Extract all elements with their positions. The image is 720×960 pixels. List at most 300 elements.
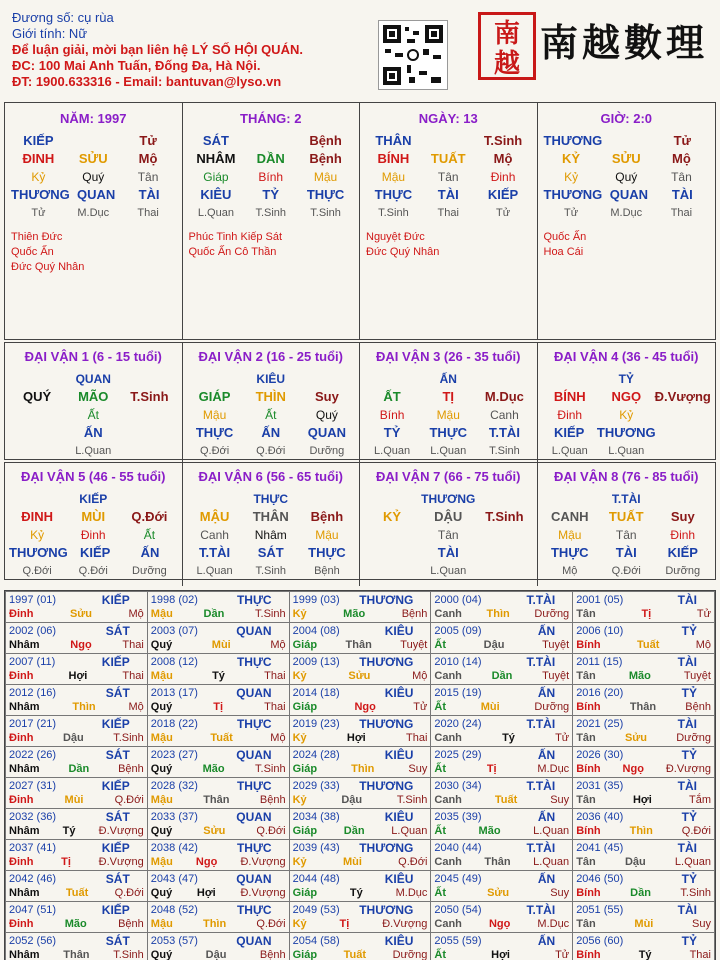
dai-van-stage-row-cell: Q.Đới [256, 445, 286, 457]
year-branch: Dần [630, 887, 651, 899]
dai-van-hidden-row [542, 526, 712, 544]
year-cell [147, 840, 289, 871]
dai-van-hidden-row-cell: Tân [615, 528, 637, 542]
year-stage: Mộ [128, 701, 144, 713]
year-god: KIẾP [101, 903, 130, 917]
year-god: SÁT [105, 686, 130, 700]
year-god: T.TÀI [526, 655, 556, 669]
dai-van-hidden-row-cell: Bính [379, 408, 405, 422]
year-label: 2013 (17) [150, 687, 198, 699]
dai-van-stage-row-cell: Dưỡng [309, 445, 345, 457]
qr-code [378, 20, 448, 90]
year-cell [573, 747, 715, 778]
pillar-stage-row [544, 204, 710, 222]
year-cell-top [9, 872, 144, 886]
pillar-god-row-cell: Tử [673, 133, 691, 148]
year-cell-bottom [9, 700, 144, 714]
year-label: 2022 (26) [9, 749, 57, 761]
year-cell-top [293, 779, 428, 793]
year-cell-top [151, 810, 286, 824]
year-cell [289, 685, 431, 716]
dai-van-row-1 [4, 342, 716, 460]
year-label: 2037 (41) [9, 842, 57, 854]
year-cell-top [576, 717, 711, 731]
year-cell-top [434, 624, 569, 638]
year-stem: Tân [576, 732, 596, 744]
year-label: 2054 (58) [292, 935, 340, 947]
year-cell-bottom [293, 762, 428, 776]
year-god: TỶ [681, 810, 697, 824]
year-stage: Thai [264, 701, 286, 713]
year-god: THỰC [236, 593, 272, 607]
year-label: 2047 (51) [9, 904, 57, 916]
year-label: 2034 (38) [292, 811, 340, 823]
pillar-hidden-god-row-cell: TÀI [138, 187, 160, 202]
year-cell [6, 623, 148, 654]
year-cell-top [293, 686, 428, 700]
year-cell-bottom [576, 607, 711, 621]
year-god: ẤN [537, 934, 556, 948]
year-branch: Dậu [341, 794, 363, 806]
year-cell [573, 654, 715, 685]
dai-van-hidden-god-row-cell: QUAN [307, 425, 347, 440]
year-stage: Đ.Vượng [98, 825, 144, 837]
year-stem: Quý [150, 949, 173, 960]
year-cell [431, 902, 573, 933]
pillar-god-row-cell: THÂN [375, 133, 412, 148]
pillar-hidden-god-row [11, 186, 176, 204]
dai-van-stem-row-cell: Bệnh [310, 509, 344, 524]
dai-van-column [538, 463, 716, 586]
year-cell [6, 592, 148, 623]
year-branch: Mão [628, 670, 651, 682]
dai-van-hidden-god-row [187, 424, 356, 442]
year-cell-bottom [151, 638, 286, 652]
year-cell-bottom [434, 886, 569, 900]
year-stem: Bính [576, 949, 601, 960]
year-branch: Dần [343, 825, 365, 837]
dai-van-hidden-god-row-cell: THƯƠNG [9, 545, 68, 560]
year-cell-top [9, 593, 144, 607]
year-row [6, 592, 715, 623]
pillar-stem-row-cell: Mộ [493, 151, 513, 166]
year-god: KIẾP [101, 779, 130, 793]
dai-van-stage-row [187, 562, 356, 580]
pillar-hidden-god-row [544, 186, 710, 204]
year-label: 2045 (49) [434, 873, 482, 885]
year-label: 2050 (54) [434, 904, 482, 916]
year-label: 2020 (24) [434, 718, 482, 730]
pillar-title: NGÀY: 13 [418, 111, 478, 126]
year-stem: Giáp [292, 949, 318, 960]
pillar-column [183, 103, 361, 339]
year-stem: Mậu [150, 794, 173, 806]
dai-van-hidden-god-row [9, 424, 178, 442]
dai-van-hidden-god-row-cell [656, 424, 711, 442]
year-branch: Ngọ [70, 639, 92, 651]
pillar-column [360, 103, 538, 339]
year-branch: Dậu [483, 639, 505, 651]
dai-van-stage-row-cell [476, 562, 532, 580]
year-god: TỶ [681, 686, 697, 700]
year-stem: Mậu [150, 670, 173, 682]
year-label: 2035 (39) [434, 811, 482, 823]
year-cell-top [434, 748, 569, 762]
year-branch: Sửu [348, 670, 371, 682]
year-stem: Canh [434, 794, 462, 806]
dai-van-stage-row-cell: Q.Đới [22, 565, 52, 577]
year-cell-bottom [151, 917, 286, 931]
year-stem: Kỷ [292, 732, 307, 744]
year-cell-bottom [576, 917, 711, 931]
dai-van-hidden-god-row-cell: T.TÀI [488, 425, 520, 440]
year-cell-bottom [9, 855, 144, 869]
year-branch: Tị [641, 608, 652, 620]
dai-van-stage-row-cell: L.Quan [75, 445, 112, 457]
year-stem: Nhâm [9, 639, 40, 651]
pillar-god-row-cell: Tử [139, 133, 157, 148]
year-cell [289, 623, 431, 654]
pillar-note: Đức Quý Nhân [366, 246, 440, 258]
year-cell [6, 685, 148, 716]
year-god: QUAN [236, 748, 272, 762]
year-cell [573, 933, 715, 960]
year-cell-bottom [434, 669, 569, 683]
year-cell-top [9, 624, 144, 638]
year-stem: Giáp [292, 639, 318, 651]
year-cell [573, 840, 715, 871]
dai-van-hidden-god-row-cell [9, 424, 65, 442]
year-cell [147, 809, 289, 840]
year-cell-bottom [434, 793, 569, 807]
year-branch: Thìn [486, 608, 510, 620]
year-god: THƯƠNG [359, 779, 414, 793]
year-label: 2033 (37) [150, 811, 198, 823]
dai-van-stem-row-cell: T.Sinh [485, 509, 524, 524]
contact-line-3: ĐT: 1900.633316 - Email: bantuvan@lyso.vn [12, 74, 282, 89]
year-stem: Quý [150, 825, 173, 837]
pillar-stage-row-cell: Thai [437, 207, 459, 219]
dai-van-stage-row-cell: T.Sinh [255, 565, 287, 577]
year-cell-top [9, 655, 144, 669]
dai-van-hidden-god-row [542, 544, 712, 562]
year-god: THỰC [236, 841, 272, 855]
year-cell-top [151, 779, 286, 793]
pillar-stem-row [366, 150, 531, 168]
dai-van-hidden-row-cell [476, 526, 532, 544]
pillar-hidden-god-row [189, 186, 354, 204]
year-branch: Dần [203, 608, 225, 620]
year-branch: Tuất [210, 732, 233, 744]
dai-van-stage-row-cell: L.Quan [430, 445, 467, 457]
pillar-note: Đức Quý Nhân [11, 261, 85, 273]
year-branch: Mão [64, 918, 87, 930]
dai-van-hidden-row [542, 406, 712, 424]
pillar-god-row-cell: KIẾP [23, 133, 54, 148]
pillar-stage-row-cell: M.Dục [77, 207, 110, 219]
dai-van-hidden-row-cell: Ất [87, 408, 99, 422]
year-stage: T.Sinh [113, 732, 144, 744]
year-label: 2016 (20) [576, 687, 624, 699]
pillar-hidden-row-cell: Kỷ [31, 170, 46, 184]
dai-van-stage-row-cell: Mộ [562, 565, 578, 577]
dai-van-column [538, 343, 716, 466]
year-label: 2002 (06) [9, 625, 57, 637]
pillar-hidden-row [189, 168, 354, 186]
year-cell-bottom [434, 607, 569, 621]
year-branch: Hợi [346, 732, 366, 744]
dai-van-stem-row-cell: NGỌ [611, 389, 642, 404]
year-branch: Dậu [62, 732, 84, 744]
year-stage: Q.Đới [256, 918, 286, 930]
pillar-hidden-row-cell: Đinh [490, 170, 516, 184]
year-cell [6, 747, 148, 778]
pillar-god-row-cell [602, 132, 655, 150]
year-cell-top [434, 779, 569, 793]
year-cell [147, 685, 289, 716]
pillar-stem-row [544, 150, 710, 168]
gender: Giới tính: Nữ [12, 26, 88, 41]
year-cell [147, 623, 289, 654]
pillar-god-row [366, 132, 531, 150]
dai-van-hidden-row-cell: Kỷ [619, 408, 634, 422]
year-stem: Canh [434, 608, 462, 620]
pillar-hidden-row [544, 168, 710, 186]
year-branch: Thân [484, 856, 511, 868]
year-cell-top [293, 841, 428, 855]
dai-van-hidden-god-row [187, 544, 356, 562]
year-cell-bottom [434, 855, 569, 869]
pillar-stage-row [366, 204, 531, 222]
year-cell [431, 747, 573, 778]
year-god: KIẾP [101, 593, 130, 607]
year-cell-top [576, 655, 711, 669]
year-stem: Canh [434, 670, 462, 682]
year-stem: Ất [434, 763, 446, 775]
dai-van-stage-row [187, 442, 356, 460]
dai-van-stem-row-cell: Đ.Vượng [654, 389, 711, 404]
dai-van-hidden-god-row-cell: TÀI [615, 545, 637, 560]
dai-van-god: ẤN [439, 372, 457, 386]
pillar-hidden-row-cell: Kỷ [564, 170, 579, 184]
year-stage: Thai [405, 732, 428, 744]
pillar-note: Phúc Tinh Kiếp Sát [188, 231, 283, 243]
dai-van-stage-row-cell [9, 442, 65, 460]
year-stage: Thai [689, 949, 711, 960]
dai-van-god: TỶ [618, 372, 634, 386]
year-branch: Mão [343, 608, 366, 620]
year-stage: Thai [264, 670, 286, 682]
year-label: 2021 (25) [576, 718, 624, 730]
year-god: KIÊU [384, 934, 414, 948]
year-stage: Bệnh [685, 701, 711, 713]
year-branch: Dậu [205, 949, 227, 960]
pillar-stem-row-cell: NHÂM [196, 151, 236, 166]
year-cell [573, 809, 715, 840]
dai-van-stem-row-cell: ẤT [383, 389, 401, 404]
year-stage: L.Quan [391, 825, 428, 837]
pillar-note: Hoa Cái [543, 246, 584, 258]
year-cell [289, 654, 431, 685]
year-branch: Sửu [203, 825, 226, 837]
year-god: THỰC [236, 903, 272, 917]
year-stem: Giáp [292, 763, 318, 775]
year-cell-top [9, 686, 144, 700]
year-cell-bottom [576, 669, 711, 683]
year-stem: Ất [434, 887, 446, 899]
year-label: 2052 (56) [9, 935, 57, 947]
year-stage: L.Quan [533, 856, 570, 868]
dai-van-stem-row-cell: THÌN [255, 389, 286, 404]
pillar-stem-row-cell: KỶ [562, 151, 581, 166]
dai-van-title: ĐẠI VẬN 7 (66 - 75 tuổi) [376, 469, 521, 484]
year-god: QUAN [236, 872, 272, 886]
year-branch: Tý [62, 825, 76, 837]
dai-van-stem-row-cell: MÙI [81, 509, 106, 524]
year-stage: Dưỡng [534, 608, 570, 620]
year-cell [431, 840, 573, 871]
pillar-god-row [544, 132, 710, 150]
year-god: SÁT [105, 810, 130, 824]
year-label: 2025 (29) [434, 749, 482, 761]
year-cell-top [151, 655, 286, 669]
dai-van-stem-row-cell: TUẤT [608, 509, 644, 524]
year-god: ẤN [537, 624, 556, 638]
year-label: 2011 (15) [576, 656, 623, 668]
year-cell-top [434, 903, 569, 917]
dai-van-hidden-god-row-cell: KIẾP [554, 425, 585, 440]
year-cell-top [576, 748, 711, 762]
year-stem: Tân [576, 856, 596, 868]
year-cell [431, 778, 573, 809]
year-stem: Bính [576, 887, 601, 899]
year-stage: Suy [408, 763, 428, 775]
pillar-stem-row-cell: SỬU [611, 151, 641, 166]
pillar-hidden-god-row-cell: TÀI [671, 187, 693, 202]
pillar-hidden-row-cell: Mậu [381, 170, 406, 184]
dai-van-hidden-god-row-cell: KIẾP [79, 545, 111, 560]
year-cell-top [434, 872, 569, 886]
year-label: 2028 (32) [150, 780, 198, 792]
year-stem: Tân [576, 608, 596, 620]
year-row [6, 716, 715, 747]
dai-van-stage-row-cell [364, 562, 420, 580]
year-cell-top [9, 934, 144, 948]
year-cell-top [151, 748, 286, 762]
dai-van-stem-row-cell: KỶ [383, 509, 402, 524]
year-cell [289, 871, 431, 902]
year-god: KIÊU [384, 748, 414, 762]
pillar-title: THÁNG: 2 [240, 111, 302, 126]
year-cell-bottom [576, 731, 711, 745]
pillar-stem-row-cell: Mộ [138, 151, 158, 166]
year-label: 2049 (53) [292, 904, 340, 916]
year-cell [431, 933, 573, 960]
year-god: ẤN [537, 748, 556, 762]
year-cell [147, 716, 289, 747]
pillar-notes [189, 230, 354, 260]
year-stem: Bính [576, 825, 601, 837]
pillar-note: Quốc Ấn Cô Thần [188, 246, 277, 258]
year-cell-top [293, 872, 428, 886]
year-stem: Đinh [9, 794, 34, 806]
year-stage: Bệnh [401, 608, 428, 620]
year-row [6, 685, 715, 716]
dai-van-stem-row-cell: ĐINH [21, 509, 53, 524]
year-label: 2024 (28) [292, 749, 340, 761]
dai-van-stage-row-cell: Bệnh [314, 565, 340, 577]
year-cell-top [9, 717, 144, 731]
year-cell-bottom [151, 731, 286, 745]
year-stem: Quý [150, 763, 173, 775]
pillar-stage-row-cell: Tử [31, 207, 46, 219]
pillar-stage-row [189, 204, 354, 222]
dai-van-hidden-god-row-cell [364, 544, 420, 562]
year-cell [289, 933, 431, 960]
year-cell [6, 654, 148, 685]
dai-van-hidden-row-cell: Tân [437, 528, 459, 542]
profile-info [12, 10, 303, 90]
pillar-hidden-row-cell: Bính [258, 170, 284, 184]
year-cell-bottom [9, 917, 144, 931]
year-branch: Tị [61, 856, 71, 868]
year-cell [573, 778, 715, 809]
year-god: KIẾP [101, 717, 130, 731]
year-god: TÀI [677, 779, 697, 793]
year-branch: Dậu [624, 856, 646, 868]
year-branch: Mão [478, 825, 501, 837]
year-cell-bottom [576, 855, 711, 869]
year-cell [431, 871, 573, 902]
pillar-god-row-cell: Bệnh [309, 133, 342, 148]
year-label: 2006 (10) [576, 625, 624, 637]
dai-van-title: ĐẠI VẬN 3 (26 - 35 tuổi) [376, 349, 521, 364]
year-stem: Canh [434, 918, 462, 930]
dai-van-hidden-row [187, 526, 356, 544]
dai-van-hidden-god-row [364, 544, 533, 562]
dai-van-column [360, 343, 538, 466]
year-god: SÁT [105, 624, 130, 638]
pillar-god-row-cell [66, 132, 121, 150]
year-cell-bottom [576, 700, 711, 714]
year-row [6, 809, 715, 840]
pillar-hidden-god-row-cell: KIẾP [487, 187, 519, 202]
year-god: THƯƠNG [359, 903, 414, 917]
year-label: 2019 (23) [292, 718, 340, 730]
year-cell-bottom [293, 855, 428, 869]
year-cell-top [434, 593, 569, 607]
year-stem: Bính [576, 763, 601, 775]
year-cell [573, 871, 715, 902]
contact-line-1: Để luận giải, mời bạn liên hệ LÝ SỐ HỘI QUÁN. [12, 42, 303, 57]
year-god: KIÊU [384, 686, 414, 700]
year-god: THƯƠNG [359, 841, 414, 855]
year-cell-bottom [576, 824, 711, 838]
year-cell-top [9, 779, 144, 793]
dai-van-stem-row-cell: QUÝ [22, 389, 52, 404]
pillar-notes [11, 230, 176, 275]
year-cell-bottom [293, 917, 428, 931]
year-god: TỶ [681, 872, 697, 886]
pillar-stem-row [11, 150, 176, 168]
year-stage: Mộ [270, 639, 286, 651]
year-cell-top [9, 748, 144, 762]
year-cell [573, 716, 715, 747]
year-cell-bottom [9, 607, 144, 621]
year-cell-top [576, 779, 711, 793]
year-label: 2005 (09) [434, 625, 482, 637]
year-label: 2017 (21) [9, 718, 57, 730]
